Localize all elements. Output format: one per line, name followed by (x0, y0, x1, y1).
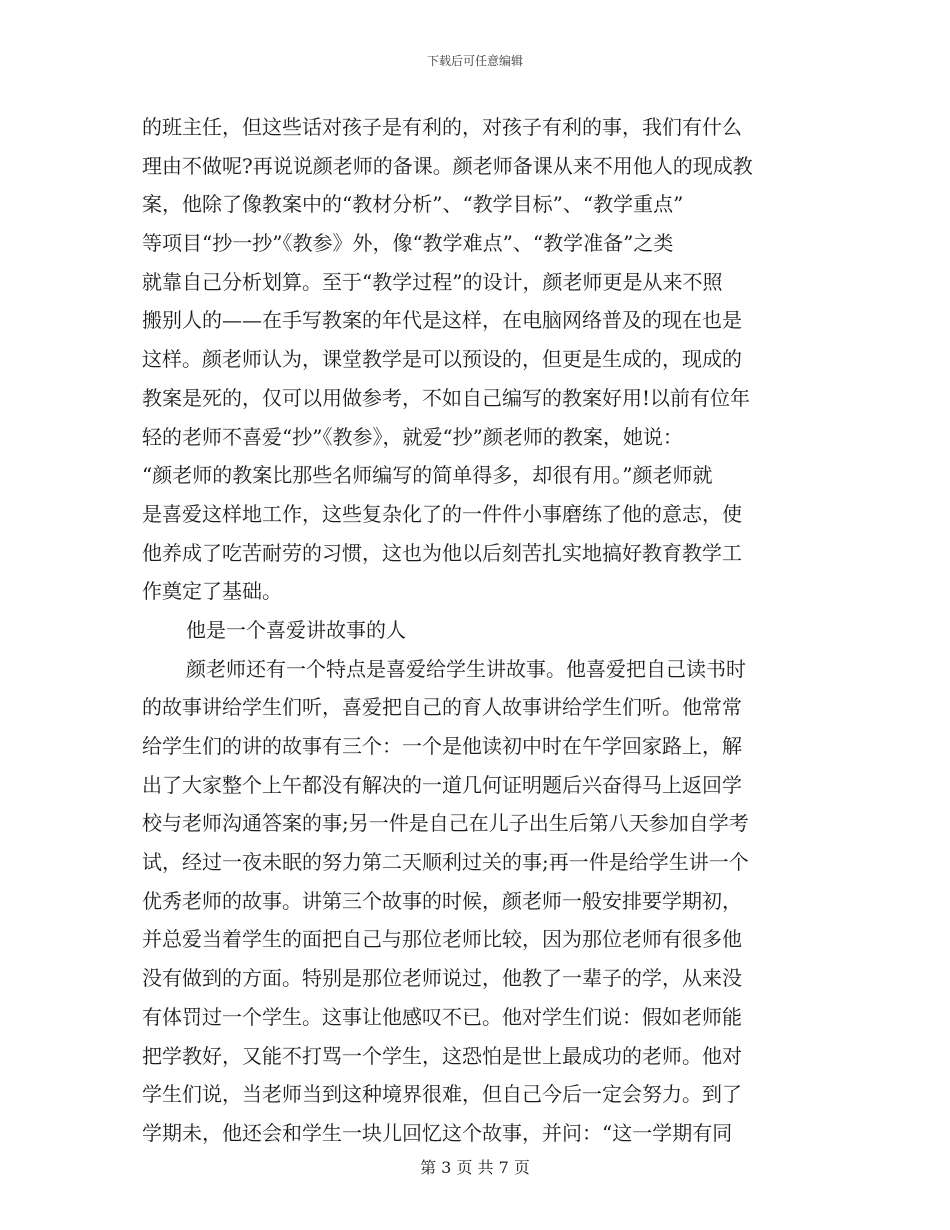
text-line: 案，他除了像教案中的“教材分析”、“教学目标”、“教学重点” (142, 192, 684, 217)
text-line: 颜老师还有一个特点是喜爱给学生讲故事。他喜爱把自己读书时 (186, 656, 746, 681)
text-line: 轻的老师不喜爱“抄”《教参》，就爱“抄”颜老师的教案，她说： (142, 424, 683, 449)
page-number: 第 3 页 共 7 页 (420, 1158, 530, 1177)
text-line: 理由不做呢?再说说颜老师的备课。颜老师备课从来不用他人的现成教 (142, 153, 753, 178)
text-line: 学生们说，当老师当到这种境界很难，但自己今后一定会努力。到了 (142, 1082, 742, 1107)
text-line: 没有做到的方面。特别是那位老师说过，他教了一辈子的学，从来没 (142, 966, 742, 991)
text-line: 就靠自己分析划算。至于“教学过程”的设计，颜老师更是从来不照 (142, 269, 723, 294)
text-line: 作奠定了基础。 (142, 579, 282, 604)
page-header: 下载后可任意编辑 (426, 54, 523, 68)
text-line: 的班主任，但这些话对孩子是有利的，对孩子有利的事，我们有什么 (142, 115, 742, 139)
text-line: “颜老师的教案比那些名师编写的简单得多，却很有用。”颜老师就 (142, 463, 713, 488)
text-line: 的故事讲给学生们听，喜爱把自己的育人故事讲给学生们听。他常常 (142, 695, 742, 720)
text-line: 并总爱当着学生的面把自己与那位老师比较，因为那位老师有很多他 (142, 927, 742, 952)
section-heading: 他是一个喜爱讲故事的人 (186, 617, 406, 642)
text-line: 教案是死的，仅可以用做参考，不如自己编写的教案好用!以前有位年 (142, 385, 751, 410)
text-line: 有体罚过一个学生。这事让他感叹不已。他对学生们说：假如老师能 (142, 1004, 742, 1029)
text-line: 搬别人的——在手写教案的年代是这样，在电脑网络普及的现在也是 (142, 308, 742, 333)
document-body (142, 108, 810, 1153)
text-line: 给学生们的讲的故事有三个：一个是他读初中时在午学回家路上，解 (142, 734, 742, 758)
text-line: 优秀老师的故事。讲第三个故事的时候，颜老师一般安排要学期初， (142, 888, 742, 913)
text-line: 他养成了吃苦耐劳的习惯，这也为他以后刻苦扎实地搞好教育教学工 (142, 540, 742, 565)
text-line: 这样。颜老师认为，课堂教学是可以预设的，但更是生成的，现成的 (142, 347, 742, 372)
text-line: 校与老师沟通答案的事;另一件是自己在儿子出生后第八天参加自学考 (142, 811, 749, 836)
text-line: 等项目“抄一抄”《教参》外，像“教学难点”、“教学准备”之类 (142, 231, 674, 256)
text-line: 是喜爱这样地工作，这些复杂化了的一件件小事磨练了他的意志，使 (142, 501, 742, 526)
text-line: 学期未，他还会和学生一块儿回忆这个故事，并问：“这一学期有同 (142, 1120, 733, 1145)
text-line: 出了大家整个上午都没有解决的一道几何证明题后兴奋得马上返回学 (142, 772, 742, 797)
text-line: 把学教好，又能不打骂一个学生，这恐怕是世上最成功的老师。他对 (142, 1043, 742, 1068)
text-line: 试，经过一夜未眠的努力第二天顺利过关的事;再一件是给学生讲一个 (142, 850, 749, 875)
